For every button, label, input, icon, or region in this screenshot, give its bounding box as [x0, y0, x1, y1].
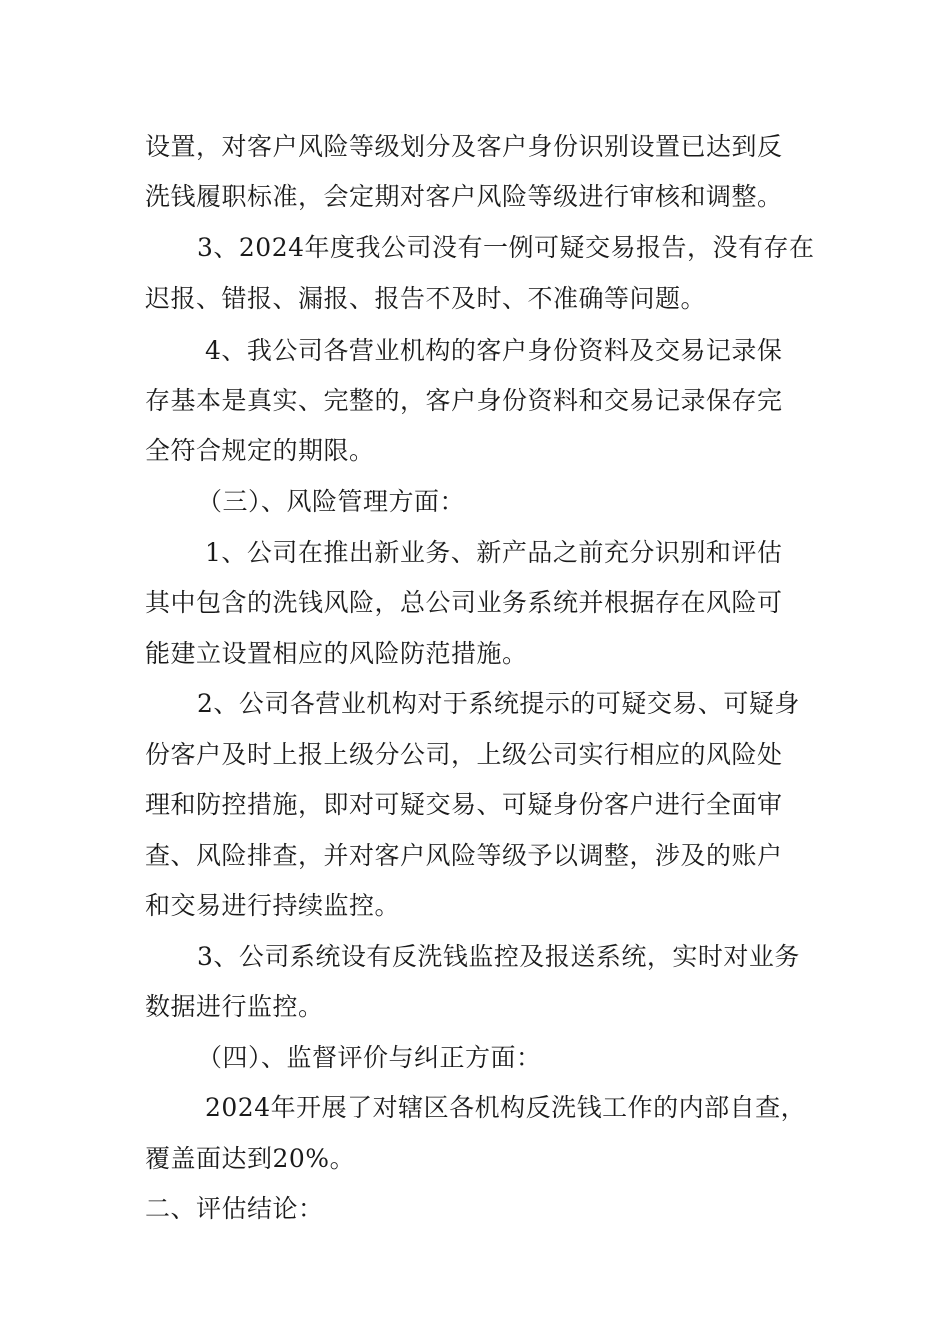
text-line: 存基本是真实、完整的，客户身份资料和交易记录保存完: [145, 386, 783, 415]
text-line: 数据进行监控。: [145, 992, 324, 1021]
text-line: 和交易进行持续监控。: [145, 891, 401, 920]
text-line: 理和防控措施，即对可疑交易、可疑身份客户进行全面审: [145, 790, 783, 819]
text-line: 1、公司在推出新业务、新产品之前充分识别和评估: [205, 538, 783, 567]
text-line: 份客户及时上报上级分公司，上级公司实行相应的风险处: [145, 740, 783, 769]
text-line: 2、公司各营业机构对于系统提示的可疑交易、可疑身: [197, 689, 800, 718]
text-line: 能建立设置相应的风险防范措施。: [145, 639, 528, 668]
section-heading: （三）、风险管理方面：: [197, 487, 466, 516]
text-line: 洗钱履职标准，会定期对客户风险等级进行审核和调整。: [145, 182, 783, 211]
section-heading: 二、评估结论：: [145, 1194, 324, 1223]
text-line: 4、我公司各营业机构的客户身份资料及交易记录保: [205, 336, 783, 365]
text-line: 其中包含的洗钱风险，总公司业务系统并根据存在风险可: [145, 588, 783, 617]
text-line: 覆盖面达到20%。: [145, 1144, 356, 1173]
text-line: 2024年开展了对辖区各机构反洗钱工作的内部自查，: [205, 1093, 807, 1122]
text-line: 3、公司系统设有反洗钱监控及报送系统，实时对业务: [197, 942, 800, 971]
text-line: 3、2024年度我公司没有一例可疑交易报告，没有存在: [197, 233, 815, 262]
text-line: 设置，对客户风险等级划分及客户身份识别设置已达到反: [145, 132, 783, 161]
text-line: 查、风险排查，并对客户风险等级予以调整，涉及的账户: [145, 841, 783, 870]
text-line: 迟报、错报、漏报、报告不及时、不准确等问题。: [145, 284, 707, 313]
text-line: 全符合规定的期限。: [145, 436, 375, 465]
section-heading: （四）、监督评价与纠正方面：: [197, 1043, 542, 1072]
